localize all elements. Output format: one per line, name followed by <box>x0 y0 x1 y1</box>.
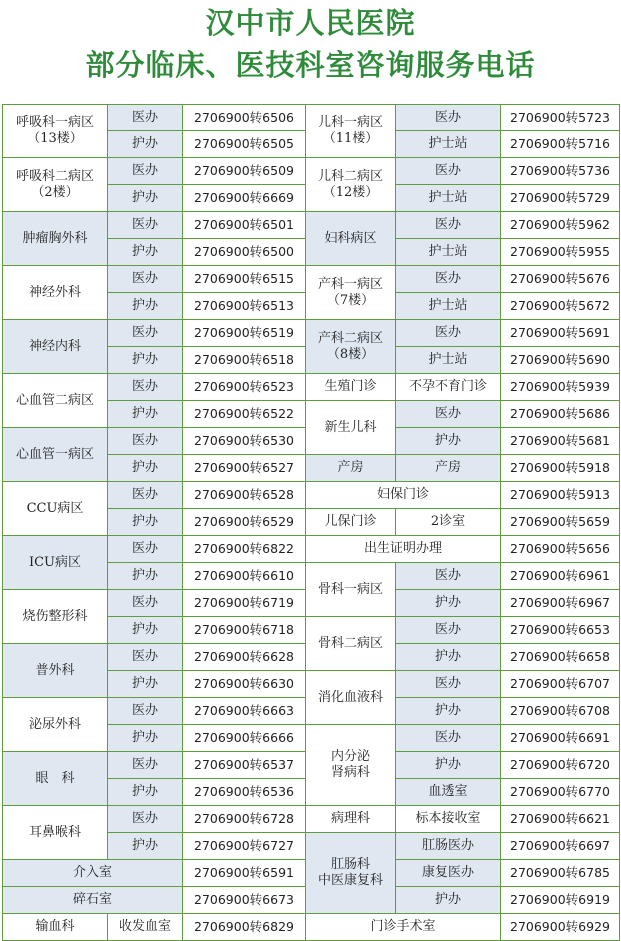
phone-cell: 2706900转6929 <box>501 914 620 941</box>
dept-cell: 妇科病区 <box>306 212 396 266</box>
table-row <box>3 105 620 131</box>
dept-cell: 耳鼻喉科 <box>3 806 108 860</box>
phone-cell: 2706900转6610 <box>183 563 306 590</box>
table-row <box>3 806 620 833</box>
role-cell: 医办 <box>396 563 501 590</box>
role-cell: 康复医办 <box>396 860 501 887</box>
phone-cell: 2706900转6519 <box>183 320 306 347</box>
role-cell: 护士站 <box>396 185 501 212</box>
role-cell: 2诊室 <box>396 509 501 536</box>
role-cell: 肛肠医办 <box>396 833 501 860</box>
phone-cell: 2706900转5691 <box>501 320 620 347</box>
dept-cell: 碎石室 <box>3 887 183 914</box>
phone-cell: 2706900转5962 <box>501 212 620 239</box>
phone-cell: 2706900转6653 <box>501 617 620 644</box>
role-cell: 护办 <box>108 671 183 698</box>
dept-cell: CCU病区 <box>3 482 108 536</box>
role-cell: 标本接收室 <box>396 806 501 833</box>
phone-cell: 2706900转5659 <box>501 509 620 536</box>
phone-cell: 2706900转6527 <box>183 455 306 482</box>
dept-cell: 介入室 <box>3 860 183 887</box>
phone-cell: 2706900转6673 <box>183 887 306 914</box>
role-cell: 护士站 <box>396 293 501 320</box>
phone-cell: 2706900转6666 <box>183 725 306 752</box>
phone-cell: 2706900转6708 <box>501 698 620 725</box>
phone-cell: 2706900转5729 <box>501 185 620 212</box>
phone-cell: 2706900转5723 <box>501 105 620 131</box>
role-cell: 不孕不育门诊 <box>396 374 501 401</box>
phone-cell: 2706900转6522 <box>183 401 306 428</box>
role-cell: 血透室 <box>396 779 501 806</box>
role-cell: 护办 <box>108 725 183 752</box>
role-cell: 护办 <box>396 644 501 671</box>
phone-cell: 2706900转6536 <box>183 779 306 806</box>
dept-cell: 病理科 <box>306 806 396 833</box>
phone-cell: 2706900转6719 <box>183 590 306 617</box>
role-cell: 护办 <box>396 887 501 914</box>
phone-cell: 2706900转6513 <box>183 293 306 320</box>
role-cell: 产房 <box>396 455 501 482</box>
role-cell: 护办 <box>108 347 183 374</box>
phone-cell: 2706900转6727 <box>183 833 306 860</box>
page-title: 汉中市人民医院 <box>205 6 416 40</box>
phone-cell: 2706900转6785 <box>501 860 620 887</box>
role-cell: 护办 <box>108 401 183 428</box>
page-subtitle: 部分临床、医技科室咨询服务电话 <box>85 48 536 82</box>
phone-cell: 2706900转6591 <box>183 860 306 887</box>
role-cell: 护办 <box>108 563 183 590</box>
dept-cell: ICU病区 <box>3 536 108 590</box>
phone-cell: 2706900转5681 <box>501 428 620 455</box>
role-cell: 医办 <box>108 105 183 131</box>
phone-cell: 2706900转5690 <box>501 347 620 374</box>
role-cell: 医办 <box>108 752 183 779</box>
dept-cell: 泌尿外科 <box>3 698 108 752</box>
role-cell: 医办 <box>108 698 183 725</box>
dept-cell: 门诊手术室 <box>306 914 501 941</box>
phone-directory-table <box>2 104 620 941</box>
dept-cell: 儿科二病区 （12楼） <box>306 158 396 212</box>
dept-cell: 输血科 <box>3 914 108 941</box>
role-cell: 医办 <box>396 212 501 239</box>
role-cell: 医办 <box>108 482 183 509</box>
phone-cell: 2706900转6697 <box>501 833 620 860</box>
dept-cell: 心血管一病区 <box>3 428 108 482</box>
phone-cell: 2706900转6509 <box>183 158 306 185</box>
role-cell: 医办 <box>108 212 183 239</box>
phone-cell: 2706900转6669 <box>183 185 306 212</box>
phone-cell: 2706900转5672 <box>501 293 620 320</box>
phone-cell: 2706900转5913 <box>501 482 620 509</box>
role-cell: 医办 <box>108 644 183 671</box>
dept-cell: 呼吸科一病区 （13楼） <box>3 105 108 158</box>
role-cell: 护办 <box>108 131 183 158</box>
dept-cell: 眼 科 <box>3 752 108 806</box>
table-row <box>3 536 620 563</box>
table-row <box>3 914 620 941</box>
phone-cell: 2706900转6630 <box>183 671 306 698</box>
phone-cell: 2706900转6658 <box>501 644 620 671</box>
phone-cell: 2706900转6528 <box>183 482 306 509</box>
dept-cell: 神经内科 <box>3 320 108 374</box>
table-row <box>3 158 620 185</box>
phone-cell: 2706900转6506 <box>183 105 306 131</box>
phone-cell: 2706900转6720 <box>501 752 620 779</box>
dept-cell: 出生证明办理 <box>306 536 501 563</box>
role-cell: 护办 <box>396 752 501 779</box>
phone-cell: 2706900转6523 <box>183 374 306 401</box>
dept-cell: 骨科二病区 <box>306 617 396 671</box>
phone-cell: 2706900转6961 <box>501 563 620 590</box>
table-row <box>3 482 620 509</box>
phone-cell: 2706900转6515 <box>183 266 306 293</box>
dept-cell: 呼吸科二病区 （2楼） <box>3 158 108 212</box>
role-cell: 医办 <box>108 266 183 293</box>
phone-cell: 2706900转6505 <box>183 131 306 158</box>
phone-cell: 2706900转6500 <box>183 239 306 266</box>
role-cell: 医办 <box>108 158 183 185</box>
role-cell: 护办 <box>108 833 183 860</box>
dept-cell: 普外科 <box>3 644 108 698</box>
table-row <box>3 212 620 239</box>
dept-cell: 生殖门诊 <box>306 374 396 401</box>
role-cell: 护办 <box>396 698 501 725</box>
phone-cell: 2706900转5676 <box>501 266 620 293</box>
role-cell: 医办 <box>396 617 501 644</box>
dept-cell: 儿科一病区 （11楼） <box>306 105 396 158</box>
table-row <box>3 266 620 293</box>
phone-cell: 2706900转5736 <box>501 158 620 185</box>
role-cell: 护办 <box>108 617 183 644</box>
dept-cell: 产科二病区 （8楼） <box>306 320 396 374</box>
dept-cell: 妇保门诊 <box>306 482 501 509</box>
role-cell: 医办 <box>396 158 501 185</box>
dept-cell: 消化血液科 <box>306 671 396 725</box>
role-cell: 医办 <box>396 671 501 698</box>
table-row <box>3 320 620 347</box>
phone-cell: 2706900转6530 <box>183 428 306 455</box>
phone-cell: 2706900转6707 <box>501 671 620 698</box>
dept-cell: 儿保门诊 <box>306 509 396 536</box>
role-cell: 医办 <box>108 536 183 563</box>
role-cell: 护办 <box>108 779 183 806</box>
phone-cell: 2706900转6691 <box>501 725 620 752</box>
phone-cell: 2706900转6529 <box>183 509 306 536</box>
phone-cell: 2706900转5716 <box>501 131 620 158</box>
phone-cell: 2706900转6718 <box>183 617 306 644</box>
role-cell: 护办 <box>108 239 183 266</box>
dept-cell: 骨科一病区 <box>306 563 396 617</box>
role-cell: 医办 <box>108 374 183 401</box>
role-cell: 护办 <box>108 509 183 536</box>
table-row <box>3 374 620 401</box>
phone-cell: 2706900转6518 <box>183 347 306 374</box>
phone-cell: 2706900转5656 <box>501 536 620 563</box>
role-cell: 医办 <box>396 401 501 428</box>
role-cell: 护办 <box>396 428 501 455</box>
role-cell: 收发血室 <box>108 914 183 941</box>
dept-cell: 产房 <box>306 455 396 482</box>
role-cell: 医办 <box>396 320 501 347</box>
dept-cell: 神经外科 <box>3 266 108 320</box>
role-cell: 医办 <box>108 320 183 347</box>
dept-cell: 肿瘤胸外科 <box>3 212 108 266</box>
role-cell: 护办 <box>108 293 183 320</box>
phone-cell: 2706900转6501 <box>183 212 306 239</box>
dept-cell: 心血管二病区 <box>3 374 108 428</box>
role-cell: 护办 <box>396 590 501 617</box>
phone-cell: 2706900转5918 <box>501 455 620 482</box>
phone-cell: 2706900转5939 <box>501 374 620 401</box>
dept-cell: 内分泌 肾病科 <box>306 725 396 806</box>
role-cell: 医办 <box>108 806 183 833</box>
role-cell: 医办 <box>108 590 183 617</box>
phone-cell: 2706900转6663 <box>183 698 306 725</box>
role-cell: 医办 <box>108 428 183 455</box>
phone-cell: 2706900转6822 <box>183 536 306 563</box>
phone-cell: 2706900转6829 <box>183 914 306 941</box>
phone-cell: 2706900转6621 <box>501 806 620 833</box>
phone-cell: 2706900转6628 <box>183 644 306 671</box>
dept-cell: 烧伤整形科 <box>3 590 108 644</box>
role-cell: 护士站 <box>396 347 501 374</box>
phone-cell: 2706900转6967 <box>501 590 620 617</box>
dept-cell: 新生儿科 <box>306 401 396 455</box>
role-cell: 医办 <box>396 266 501 293</box>
role-cell: 医办 <box>396 725 501 752</box>
phone-cell: 2706900转6728 <box>183 806 306 833</box>
role-cell: 护士站 <box>396 239 501 266</box>
role-cell: 医办 <box>396 105 501 131</box>
dept-cell: 产科一病区 （7楼） <box>306 266 396 320</box>
dept-cell: 肛肠科 中医康复科 <box>306 833 396 914</box>
role-cell: 护办 <box>108 455 183 482</box>
phone-cell: 2706900转6537 <box>183 752 306 779</box>
phone-cell: 2706900转5686 <box>501 401 620 428</box>
phone-cell: 2706900转6919 <box>501 887 620 914</box>
phone-cell: 2706900转6770 <box>501 779 620 806</box>
role-cell: 护办 <box>108 185 183 212</box>
phone-cell: 2706900转5955 <box>501 239 620 266</box>
role-cell: 护士站 <box>396 131 501 158</box>
